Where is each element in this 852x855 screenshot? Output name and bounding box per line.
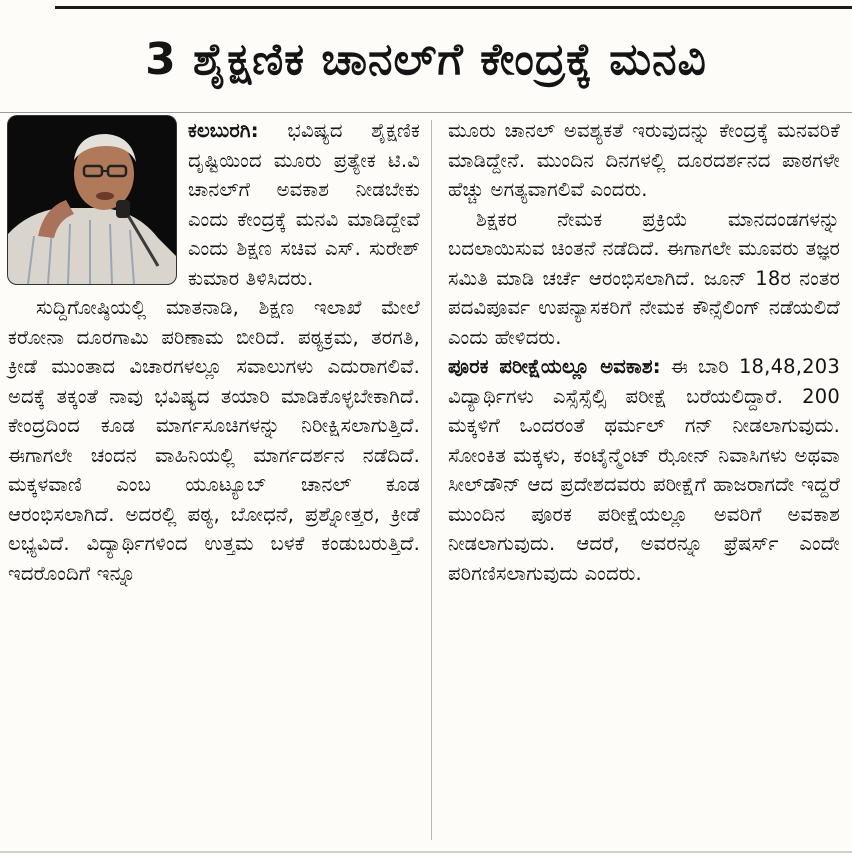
paragraph-5 (448, 352, 840, 588)
lead-paragraph (8, 116, 420, 293)
paragraph-4: ಶಿಕ್ಷಕರ ನೇಮಕ ಪ್ರಕ್ರಿಯೆ ಮಾನದಂಡಗಳನ್ನು ಬದಲಾಯಿಸುವ ಚಿಂತನೆ ನಡೆದಿದೆ. ಈಗಾಗಲೇ ಮೂವರು ತಜ್ಞರ ಸಮಿತಿ ಮಾಡಿ ಚರ್ಚೆ ಆರಂಭಿಸಲಾಗಿದೆ. ಜೂನ್ 18ರ ನಂತರ ಪದವಿಪೂರ್ವ ಉಪನ್ಯಾಸಕರಿಗೆ ನೇಮಕ ಕೌನ್ಸೆಲಿಂಗ್ ನಡೆಯಲಿದೆ ಎಂದು ಹೇಳಿದರು. (448, 207, 840, 349)
paragraph-5-text: ಈ ಬಾರಿ 18,48,203 ವಿದ್ಯಾರ್ಥಿಗಳು ಎಸ್ಸೆಸ್ಸೆಲ್ಸಿ ಪರೀಕ್ಷೆ ಬರೆಯಲಿದ್ದಾರೆ. 200 ಮಕ್ಕಳಿಗೆ ಒಂದರಂತೆ ಥರ್ಮಲ್ ಗನ್ ನೀಡಲಾಗುವುದು. ಸೋಂಕಿತ ಮಕ್ಕಳು, ಕಂಟೈನ್ಮೆಂಟ್ ಝೋನ್ ನಿವಾಸಿಗಳು ಅಥವಾ ಸೀಲ್‌ಡೌನ್ ಆದ ಪ್ರದೇಶದವರು ಪರೀಕ್ಷೆಗೆ ಹಾಜರಾಗದೇ ಇದ್ದರೆ ಮುಂದಿನ ಪೂರಕ ಪರೀಕ್ಷೆಯಲ್ಲೂ ಅವರಿಗೆ ಅವಕಾಶ ನೀಡಲಾಗುವುದು. ಆದರೆ, ಅವರನ್ನೂ ಫ್ರೆಷರ್ಸ್ ಎಂದೇ ಪರಿಗಣಿಸಲಾಗುವುದು ಎಂದರು. (448, 355, 840, 585)
headline-divider (0, 112, 852, 113)
paragraph-3: ಮೂರು ಚಾನಲ್ ಅವಶ್ಯಕತೆ ಇರುವುದನ್ನು ಕೇಂದ್ರಕ್ಕೆ ಮನವರಿಕೆ ಮಾಡಿದ್ದೇನೆ. ಮುಂದಿನ ದಿನಗಳಲ್ಲಿ ದೂರದರ್ಶನದ ಪಾಠಗಳೇ ಹೆಚ್ಚು ಅಗತ್ಯವಾಗಲಿವೆ ಎಂದರು. (448, 119, 840, 201)
column-divider (431, 120, 432, 840)
subheading: ಪೂರಕ ಪರೀಕ್ಷೆಯಲ್ಲೂ ಅವಕಾಶ: (448, 355, 661, 378)
headline: 3 ಶೈಕ್ಷಣಿಕ ಚಾನಲ್‌ಗೆ ಕೇಂದ್ರಕ್ಕೆ ಮನವಿ (145, 34, 707, 85)
article-column-left (8, 116, 420, 588)
lead-text: ಭವಿಷ್ಯದ ಶೈಕ್ಷಣಿಕ ದೃಷ್ಟಿಯಿಂದ ಮೂರು ಪ್ರತ್ಯೇಕ ಟಿ.ವಿ ಚಾನಲ್‌ಗೆ ಅವಕಾಶ ನೀಡಬೇಕು ಎಂದು ಕೇಂದ್ರಕ್ಕೆ ಮನವಿ ಮಾಡಿದ್ದೇವೆ ಎಂದು ಶಿಕ್ಷಣ ಸಚಿವ ಎಸ್. ಸುರೇಶ್ ಕುಮಾರ ತಿಳಿಸಿದರು. (188, 119, 420, 290)
dateline: ಕಲಬುರಗಿ: (188, 119, 259, 142)
bottom-rule (0, 851, 852, 853)
top-rule (55, 6, 852, 9)
speaker-photo (8, 116, 176, 284)
article-column-right (448, 116, 840, 588)
paragraph-2: ಸುದ್ದಿಗೋಷ್ಠಿಯಲ್ಲಿ ಮಾತನಾಡಿ, ಶಿಕ್ಷಣ ಇಲಾಖೆ ಮೇಲೆ ಕರೋನಾ ದೂರಗಾಮಿ ಪರಿಣಾಮ ಬೀರಿದೆ. ಪಠ್ಯಕ್ರಮ, ತರಗತಿ, ಕ್ರೀಡೆ ಮುಂತಾದ ವಿಚಾರಗಳಲ್ಲೂ ಸವಾಲುಗಳು ಎದುರಾಗಲಿವೆ. ಅದಕ್ಕೆ ತಕ್ಕಂತೆ ನಾವು ಭವಿಷ್ಯದ ತಯಾರಿ ಮಾಡಿಕೊಳ್ಳಬೇಕಾಗಿದೆ. ಕೇಂದ್ರದಿಂದ ಕೂಡ ಮಾರ್ಗಸೂಚಿಗಳನ್ನು ನಿರೀಕ್ಷಿಸಲಾಗುತ್ತಿದೆ. ಈಗಾಗಲೇ ಚಂದನ ವಾಹಿನಿಯಲ್ಲಿ ಮಾರ್ಗದರ್ಶನ ನಡೆದಿದೆ. ಮಕ್ಕಳವಾಣಿ ಎಂಬ ಯೂಟ್ಯೂಬ್ ಚಾನಲ್ ಕೂಡ ಆರಂಭಿಸಲಾಗಿದೆ. ಅದರಲ್ಲಿ ಪಠ್ಯ, ಬೋಧನೆ, ಪ್ರಶ್ನೋತ್ತರ, ಕ್ರೀಡೆ ಲಭ್ಯವಿದೆ. ವಿದ್ಯಾರ್ಥಿಗಳಿಂದ ಉತ್ತಮ ಬಳಕೆ ಕಂಡುಬರುತ್ತಿದೆ. ಇದರೊಂದಿಗೆ ಇನ್ನೂ (8, 296, 420, 585)
